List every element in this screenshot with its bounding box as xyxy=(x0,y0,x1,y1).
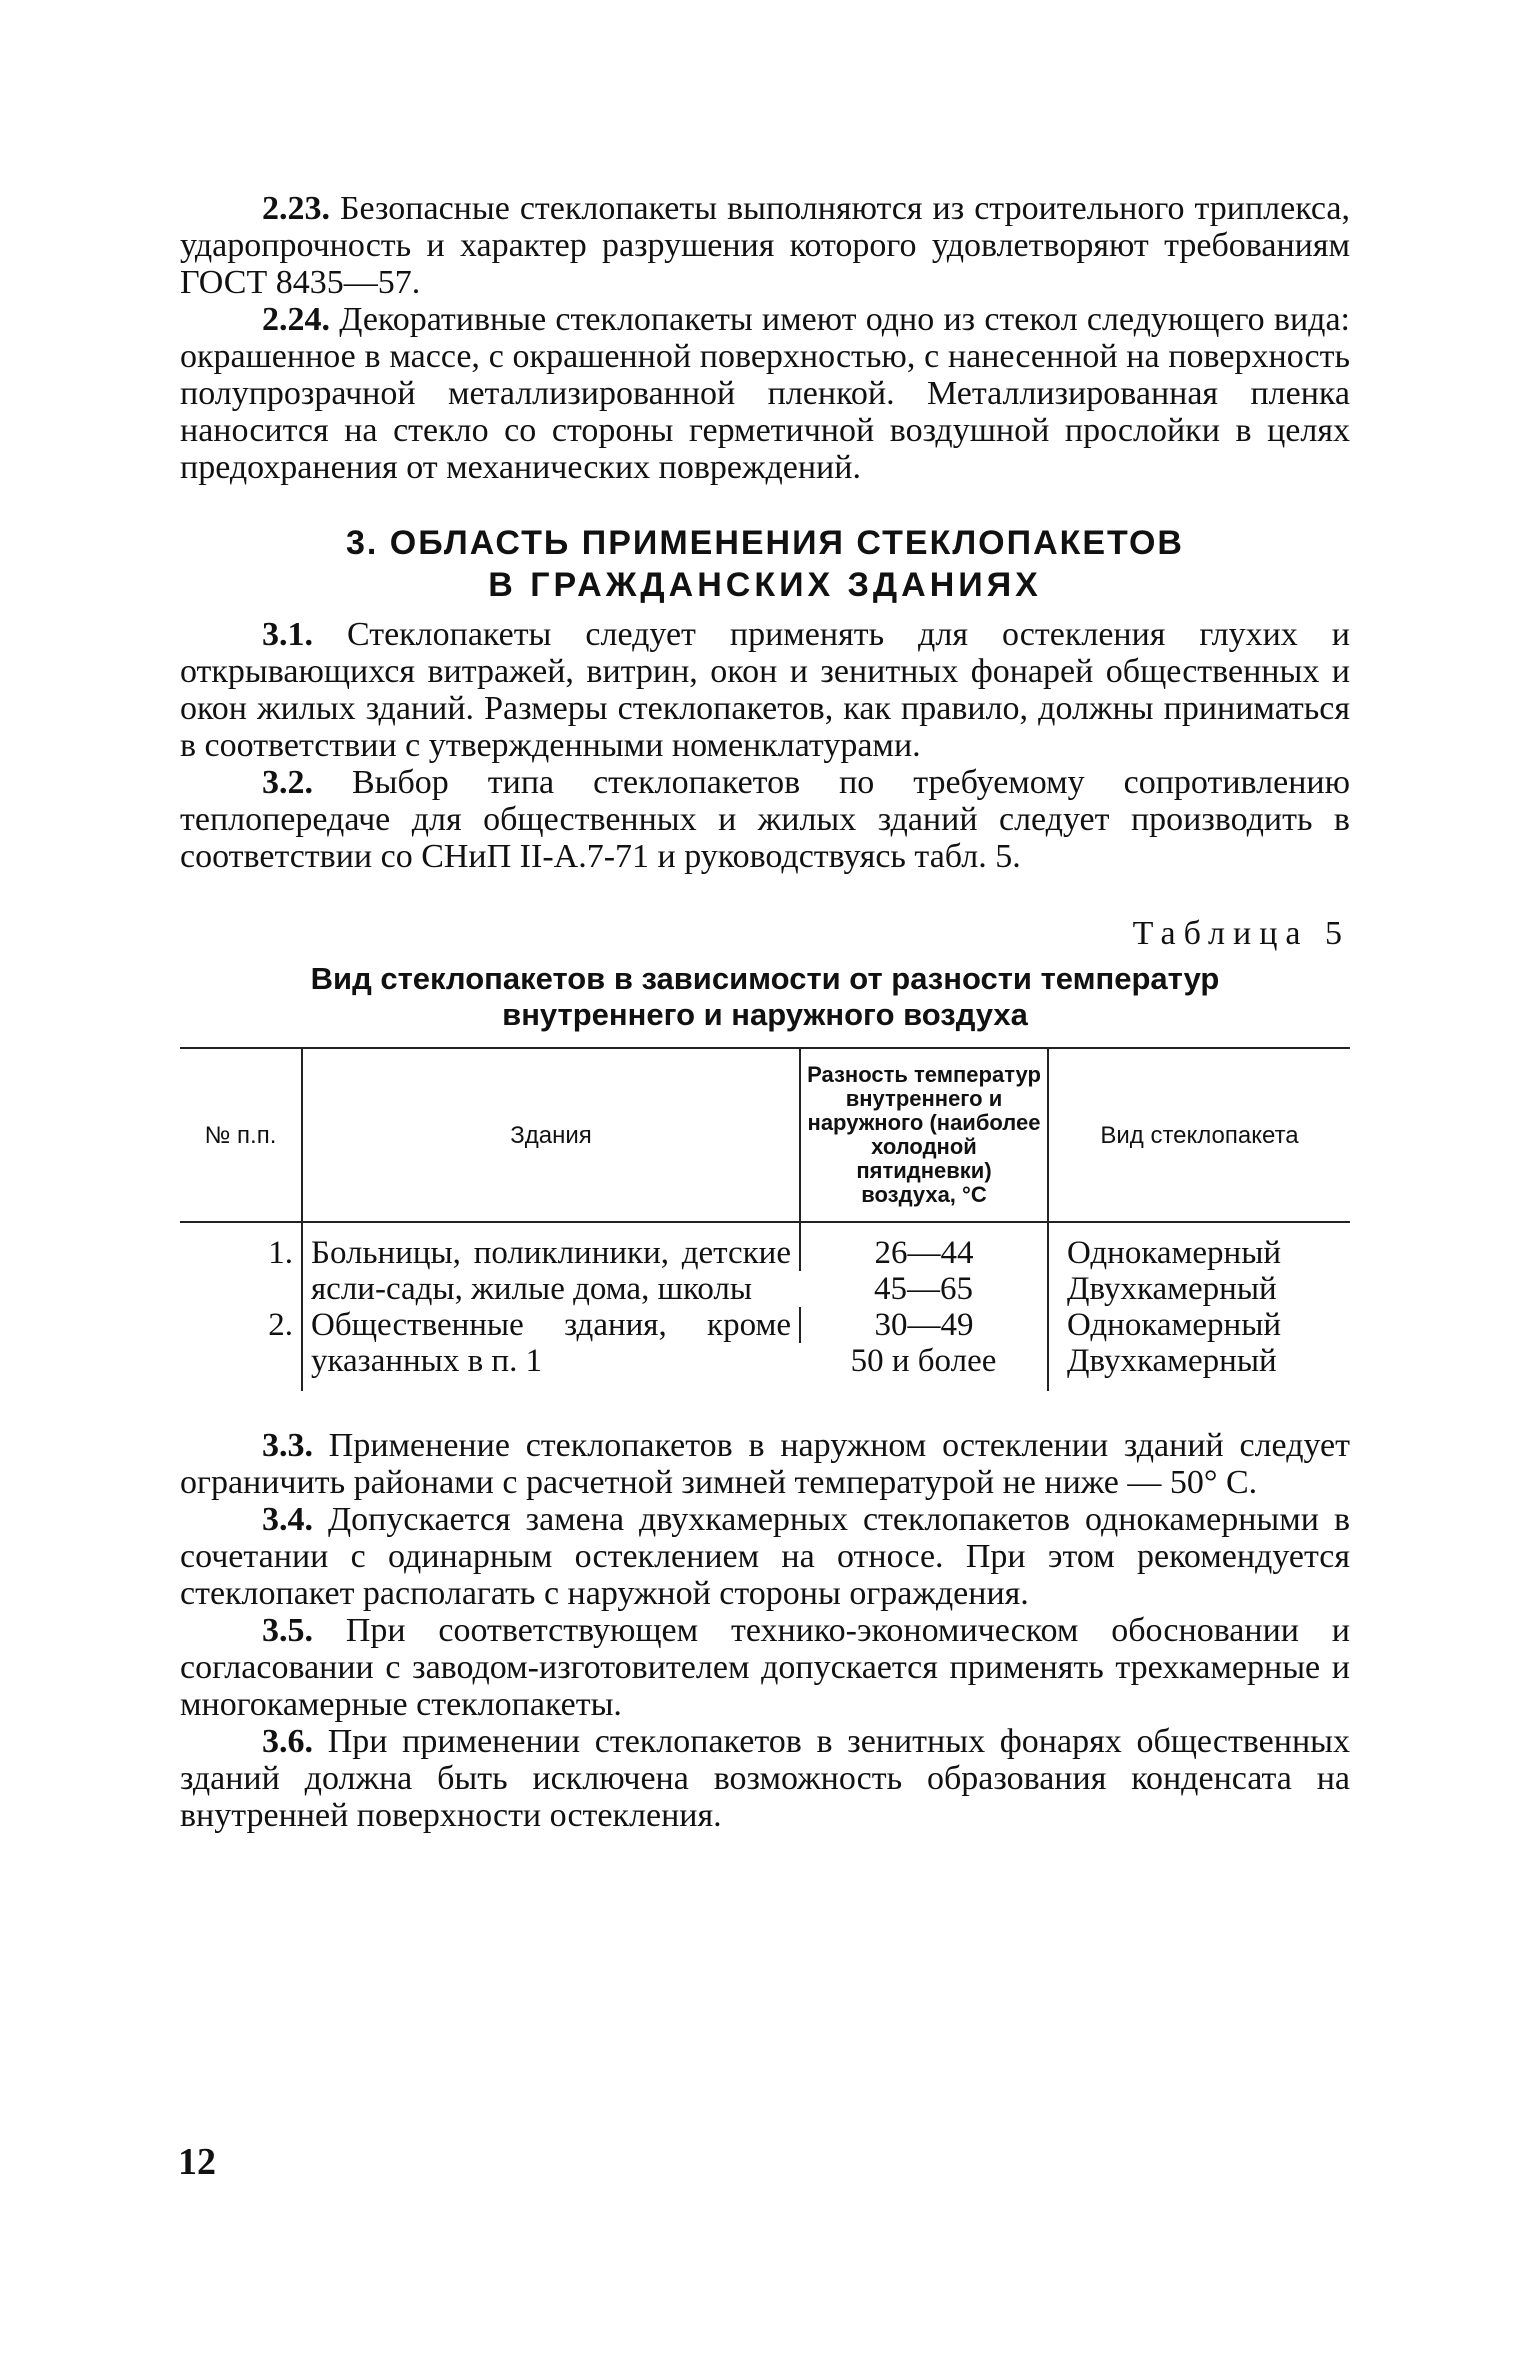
section-heading-line1: 3. ОБЛАСТЬ ПРИМЕНЕНИЯ СТЕКЛОПАКЕТОВ xyxy=(346,524,1184,562)
row-temp-range: 45—65 xyxy=(874,1271,973,1307)
row-temp-range: 26—44 xyxy=(800,1222,1048,1271)
paragraph-3-4 xyxy=(180,1501,1350,1612)
table-caption xyxy=(180,961,1350,1033)
paragraph-2-23 xyxy=(180,190,1350,301)
paragraph-number: 3.6. xyxy=(262,1723,313,1760)
paragraph-number: 3.5. xyxy=(262,1612,313,1649)
paragraph-text: При соответствующем технико-экономическом обосновании и согласовании с заводом-изготовителем допускается применять трехкамерные и многокамерные стеклопакеты. xyxy=(180,1612,1350,1723)
table-row xyxy=(180,1222,1350,1271)
row-temp-range: 30—49 xyxy=(800,1307,1048,1343)
paragraph-text: Безопасные стеклопакеты выполняются из строительного триплекса, ударопрочность и характер разрушения которого удовлетворяют требованиям ГОСТ 8435—57. xyxy=(180,190,1350,301)
page-number: 12 xyxy=(178,2141,216,2183)
paragraph-text: Декоративные стеклопакеты имеют одно из стекол следующего вида: окрашенное в массе, с окрашенной поверхностью, с нанесенной на поверхность полупрозрачной металлизированной пленкой. Металлизированная пленка наносится на стекло со стороны герметичной воздушной прослойки в целях предохранения от механических повреждений. xyxy=(180,301,1350,486)
paragraph-text: Допускается замена двухкамерных стеклопакетов однокамерными в сочетании с одинарным остеклением на относе. При этом рекомендуется стеклопакет располагать с наружной стороны ограждения. xyxy=(180,1501,1350,1612)
paragraph-3-2 xyxy=(180,764,1350,875)
row-buildings: Общественные здания, кроме указанных в п. 1 xyxy=(302,1307,800,1391)
header-num: № п.п. xyxy=(180,1048,302,1222)
paragraph-2-24 xyxy=(180,301,1350,486)
header-buildings: Здания xyxy=(302,1048,800,1222)
paragraph-number: 3.1. xyxy=(262,616,313,653)
row-glazing-type: Однокамерный xyxy=(1048,1222,1350,1271)
table-header-row xyxy=(180,1048,1350,1222)
table-label: Таблица 5 xyxy=(1132,915,1350,952)
paragraph-text: Выбор типа стеклопакетов по требуемому сопротивлению теплопередаче для общественных и жилых зданий следует производить в соответствии со СНиП II-А.7-71 и руководствуясь табл. 5. xyxy=(180,764,1350,875)
paragraph-text: При применении стеклопакетов в зенитных фонарях общественных зданий должна быть исключена возможность образования конденсата на внутренней поверхности остекления. xyxy=(180,1723,1350,1834)
header-type: Вид стеклопакета xyxy=(1048,1048,1350,1222)
row-temp-range: 50 и более xyxy=(850,1343,997,1379)
row-glazing-type: Двухкамерный xyxy=(1048,1271,1350,1307)
paragraph-number: 2.23. xyxy=(262,190,330,227)
row-number: 1. xyxy=(268,1235,293,1271)
table-caption-line1: Вид стеклопакетов в зависимости от разности температур xyxy=(310,961,1220,996)
row-glazing-type: Двухкамерный xyxy=(1048,1343,1350,1391)
paragraph-3-3 xyxy=(180,1427,1350,1501)
paragraph-text: Применение стеклопакетов в наружном остеклении зданий следует ограничить районами с расчетной зимней температурой не ниже — 50° С. xyxy=(180,1427,1350,1501)
glazing-table xyxy=(180,1047,1350,1391)
header-temperature: Разность температур внутреннего и наружного (наиболее холодной пятидневки) воздуха, °С xyxy=(800,1048,1048,1222)
page-body xyxy=(180,190,1350,1834)
paragraph-number: 3.2. xyxy=(262,764,313,801)
section-heading xyxy=(180,522,1350,606)
paragraph-3-6 xyxy=(180,1723,1350,1834)
paragraph-text: Стеклопакеты следует применять для остекления глухих и открывающихся витражей, витрин, окон и зенитных фонарей общественных и окон жилых зданий. Размеры стеклопакетов, как правило, должны приниматься в соответствии с утвержденными номенклатурами. xyxy=(180,616,1350,764)
row-glazing-type: Однокамерный xyxy=(1048,1307,1350,1343)
row-buildings: Больницы, поликлиники, детские ясли-сады, жилые дома, школы xyxy=(302,1222,800,1307)
paragraph-number: 3.4. xyxy=(262,1501,313,1538)
paragraph-3-5 xyxy=(180,1612,1350,1723)
paragraph-3-1 xyxy=(180,616,1350,764)
paragraph-number: 2.24. xyxy=(262,301,330,338)
table-caption-line2: внутреннего и наружного воздуха xyxy=(502,997,1028,1032)
table-row xyxy=(180,1307,1350,1343)
section-heading-line2: В ГРАЖДАНСКИХ ЗДАНИЯХ xyxy=(488,566,1042,604)
row-number: 2. xyxy=(268,1307,293,1343)
paragraph-number: 3.3. xyxy=(262,1427,313,1464)
